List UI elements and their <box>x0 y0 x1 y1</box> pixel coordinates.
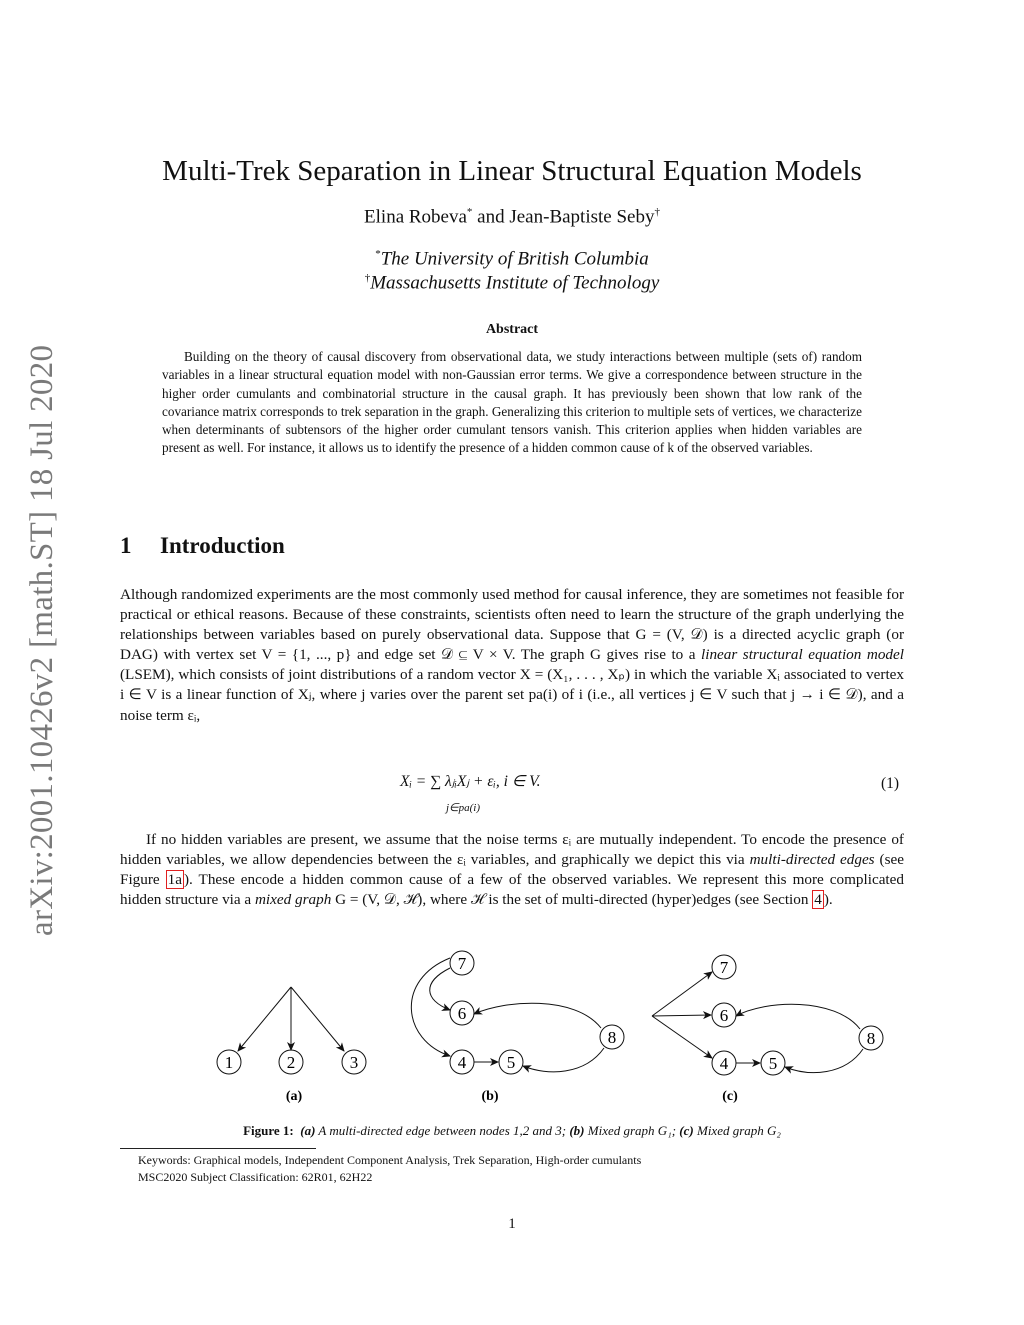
affil-ubc-text: The University of British Columbia <box>380 248 649 270</box>
author-separator: and <box>472 206 510 228</box>
panel-b-label: (b) <box>481 1089 499 1104</box>
label-b-6: 6 <box>457 1004 467 1023</box>
edge-c-7 <box>652 972 712 1016</box>
caption-c: (c) <box>679 1123 694 1138</box>
label-b-8: 8 <box>607 1028 617 1047</box>
label-a-3: 3 <box>349 1053 359 1072</box>
label-b-7: 7 <box>457 954 467 973</box>
abstract-heading: Abstract <box>485 322 539 337</box>
label-c-4: 4 <box>719 1054 729 1073</box>
caption-c-text: Mixed graph G₂ <box>693 1123 781 1138</box>
author-mark-2: † <box>654 206 660 218</box>
abstract-body: Building on the theory of causal discovery from observational data, we study interactions between multiple (sets of) random variables in a linear structural equation model with non-Gaussian error terms. We give a correspondence between structure in the higher order cumulants and combinatorial structure in the causal graph. It has previously been shown that low rank of the covariance matrix corresponds to trek separation in the graph. Generalizing this criterion to multiple sets of vertices, we characterize when determinants of subtensors of the higher order cumulant tensors vanish. This criterion applies when hidden variables are present as well. For instance, it allows us to identify the presence of a hidden common cause of k of the observed variables. <box>162 349 862 456</box>
edge-c-6 <box>652 1015 711 1016</box>
panel-b <box>411 951 624 1074</box>
author-seby: Jean-Baptiste Seby <box>509 206 655 228</box>
label-a-1: 1 <box>224 1053 234 1072</box>
label-b-5: 5 <box>506 1053 516 1072</box>
label-c-8: 8 <box>866 1029 876 1048</box>
caption-a: (a) <box>300 1123 316 1138</box>
p2-text-c: ). These encode a hidden common cause of a few of the observed variables. We represent this more complicated hidden structure via a <box>120 871 904 909</box>
p1-emphasis: linear structural equation model <box>701 646 904 664</box>
section-heading <box>120 533 285 559</box>
edge-c-8-6 <box>736 1004 860 1029</box>
caption-a-text: A multi-directed edge between nodes 1,2 and 3; <box>315 1123 570 1138</box>
footnote-rule <box>120 1148 316 1149</box>
figure-1a-link[interactable]: 1a <box>167 871 182 889</box>
keywords: Keywords: Graphical models, Independent Component Analysis, Trek Separation, High-order cumulants <box>138 1153 642 1167</box>
figure-1 <box>0 940 1024 1120</box>
intro-paragraph-1 <box>120 585 904 726</box>
affil-mit-text: Massachusetts Institute of Technology <box>370 272 660 294</box>
section-number: 1 <box>120 533 132 558</box>
edge-b-7-6 <box>430 968 450 1010</box>
equation-1-subscript: j∈pa(i) <box>446 802 481 814</box>
edge-c-4 <box>652 1016 712 1058</box>
p2-text-a: If no hidden variables are present, we assume that the noise terms εᵢ are mutually independent. To encode the presence of hidden variables, we allow dependencies between the εᵢ variables, and graphically we depict this via <box>120 831 904 869</box>
section-4-link[interactable]: 4 <box>814 891 822 909</box>
affiliation-ubc <box>0 248 1024 270</box>
figure-caption <box>0 1123 1024 1139</box>
p2-emphasis-1: multi-directed edges <box>749 851 875 869</box>
arxiv-identifier: arXiv:2001.10426v2 [math.ST] 18 Jul 2020 <box>24 344 60 936</box>
label-c-5: 5 <box>768 1054 778 1073</box>
p2-text-d: G = (V, 𝒟, ℋ), where ℋ is the set of multi-directed (hyper)edges (see Section <box>331 891 813 909</box>
p1-text-b: (LSEM), which consists of joint distributions of a random vector X = (X₁, . . . , Xₚ) in which the variable Xᵢ associated to vertex i ∈ V is a linear function of Xⱼ, where j varies over the parent set pa(i) of i (i.e., all vertices j ∈ V such that j → i ∈ 𝒟), and a noise term εᵢ, <box>120 666 904 724</box>
page-number: 1 <box>508 1216 516 1232</box>
author-robeva: Elina Robeva <box>364 206 467 228</box>
label-c-7: 7 <box>719 958 729 977</box>
equation-number: (1) <box>881 775 900 792</box>
edge-b-8-6 <box>474 1003 601 1028</box>
p2-text-b: (see Figure <box>120 851 905 889</box>
panel-c-label: (c) <box>722 1089 738 1104</box>
caption-b: (b) <box>569 1123 585 1138</box>
affil-mark-2: † <box>364 272 371 284</box>
section-title: Introduction <box>160 533 285 558</box>
label-c-6: 6 <box>719 1006 729 1025</box>
caption-b-text: Mixed graph G₁; <box>584 1123 680 1138</box>
affiliation-mit <box>0 272 1024 294</box>
equation-1: Xᵢ = ∑ λⱼᵢXⱼ + εᵢ, i ∈ V. <box>400 773 541 790</box>
panel-c <box>652 955 883 1075</box>
edge-a-3 <box>291 987 344 1051</box>
author-mark-1: * <box>466 206 473 218</box>
edge-a-1 <box>238 987 291 1051</box>
affil-mark-1: * <box>375 248 381 260</box>
paper-title: Multi-Trek Separation in Linear Structural Equation Models <box>162 155 862 187</box>
edge-c-8-5 <box>785 1049 863 1073</box>
panel-a-label: (a) <box>285 1089 303 1104</box>
label-b-4: 4 <box>457 1053 467 1072</box>
p1-text-a: Although randomized experiments are the most commonly used method for causal inference, they are sometimes not feasible for practical or ethical reasons. Because of these constraints, scientists often need to learn the structure of the graph underlying the relationships between variables based on purely observational data. Suppose that G = (V, 𝒟) is a directed acyclic graph (or DAG) with vertex set V = {1, ..., p} and edge set 𝒟 ⊆ V × V. The graph G gives rise to a <box>120 586 904 664</box>
msc-classification: MSC2020 Subject Classification: 62R01, 62H22 <box>138 1170 373 1184</box>
label-a-2: 2 <box>286 1053 296 1072</box>
p2-emphasis-2: mixed graph <box>254 891 332 909</box>
p2-text-e: ). <box>823 891 833 909</box>
caption-label: Figure 1: <box>243 1123 294 1138</box>
intro-paragraph-2 <box>120 830 904 910</box>
authors <box>0 206 1024 228</box>
edge-b-8-5 <box>523 1048 604 1072</box>
